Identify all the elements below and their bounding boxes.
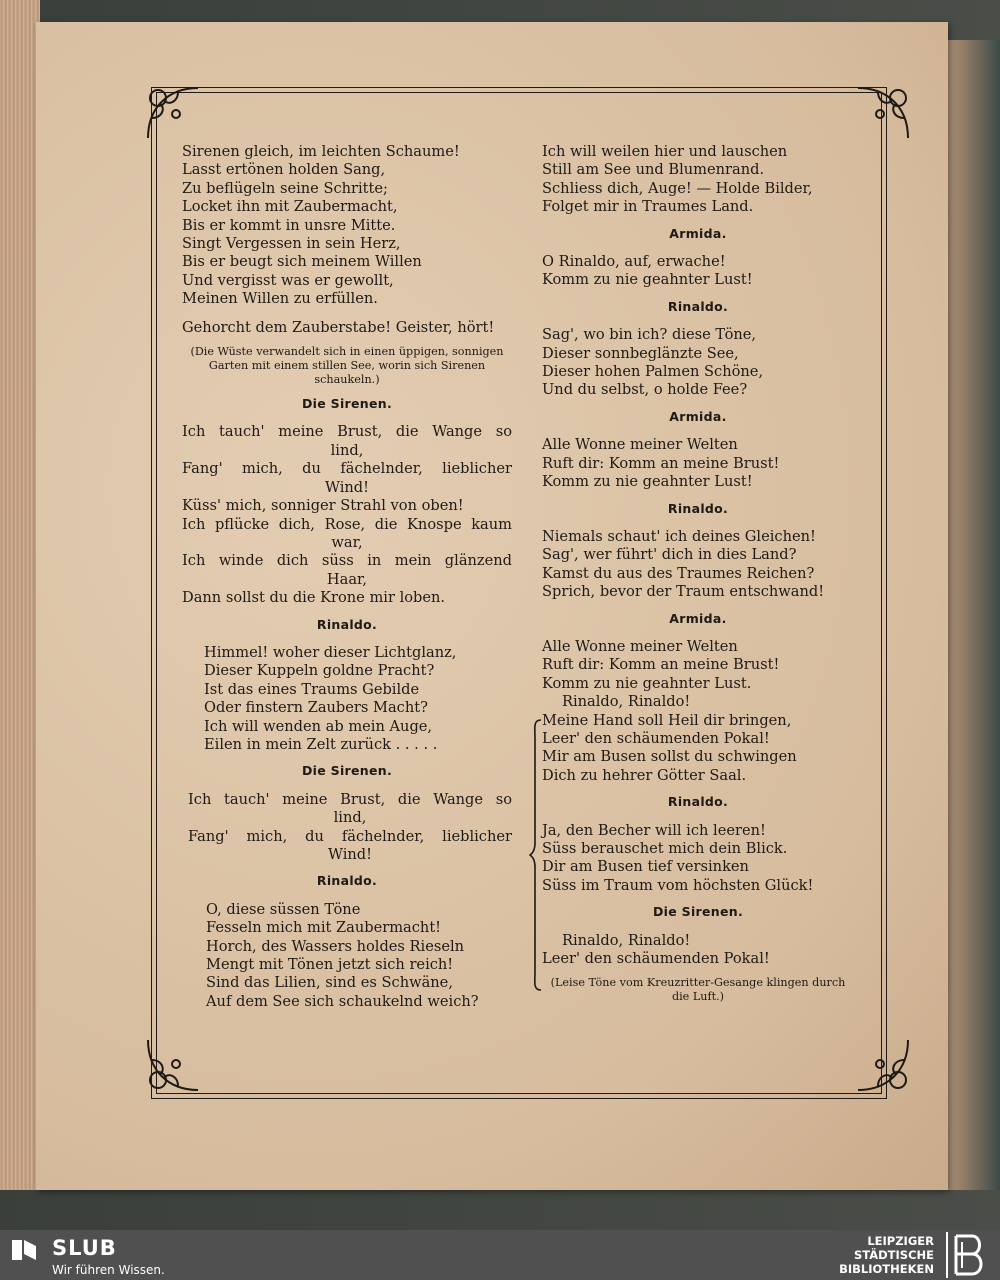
verse-line: Still am See und Blumenrand. [542, 161, 765, 179]
speaker-heading: Armida. [669, 610, 727, 626]
verse-line: Mengt mit Tönen jetzt sich reich! [206, 956, 454, 974]
verse-line: Schliess dich, Auge! — Holde Bilder, [542, 179, 813, 197]
verse-brace-icon [529, 718, 543, 992]
verse-line: Eilen in mein Zelt zurück . . . . . [204, 735, 438, 753]
speaker-heading: Die Sirenen. [301, 396, 393, 412]
footer-bar [0, 1230, 1000, 1280]
verse-line: O, diese süssen Töne [206, 900, 361, 918]
verse-line: Dann sollst du die Krone mir loben. [182, 589, 446, 607]
verse-line: Sag', wer führt' dich in dies Land? [542, 546, 797, 564]
speaker-heading: Die Sirenen. [301, 763, 393, 779]
command-line: Gehorcht dem Zauberstabe! Geister, hört! [182, 318, 495, 336]
verse-line: Fang' mich, du fächelnder, lieblicher [188, 827, 512, 845]
verse-line: Dieser hohen Palmen Schöne, [542, 363, 764, 381]
verse-line: Sprich, bevor der Traum entschwand! [542, 583, 825, 601]
verse-line: Fang' mich, du fächelnder, lieblicher [182, 460, 512, 478]
verse-line: Komm zu nie geahnter Lust! [542, 473, 753, 491]
verse-line: Und vergisst was er gewollt, [182, 271, 394, 289]
stage-direction: (Leise Töne vom Kreuzritter-Gesange klingen durch die Luft.) [550, 976, 846, 1004]
verse-line: Niemals schaut' ich deines Gleichen! [542, 527, 816, 545]
verse-line: Dich zu hehrer Götter Saal. [542, 766, 747, 784]
verse-line: Komm zu nie geahnter Lust. [542, 674, 752, 692]
partner-library-name[interactable] [839, 1234, 934, 1276]
verse-line: Leer' den schäumenden Pokal! [542, 729, 770, 747]
opening-verse [542, 143, 854, 217]
verse-line: Ich will wenden ab mein Auge, [204, 717, 433, 735]
verse-line: Zu beflügeln seine Schritte; [182, 179, 388, 197]
verse-line: Dir am Busen tief versinken [542, 858, 749, 876]
verse-line: Leer' den schäumenden Pokal! [542, 950, 770, 968]
verse-line: Ich winde dich süss in mein glänzend [182, 552, 512, 570]
verse-line: Meinen Willen zu erfüllen. [182, 290, 378, 308]
verse-line: Alle Wonne meiner Welten [542, 637, 738, 655]
verse-line: Dieser sonnbeglänzte See, [542, 344, 739, 362]
speaker-heading: Die Sirenen. [652, 904, 744, 920]
verse-line: Sind das Lilien, sind es Schwäne, [206, 974, 453, 992]
verse-line: Folget mir in Traumes Land. [542, 198, 754, 216]
verse-line: Und du selbst, o holde Fee? [542, 381, 748, 399]
slub-name[interactable]: SLUB [52, 1236, 117, 1260]
partner-line: STÄDTISCHE [853, 1248, 934, 1262]
verse-line: Ich tauch' meine Brust, die Wange so [182, 423, 512, 441]
partner-logo-icon[interactable] [946, 1232, 992, 1278]
verse-line: Ruft dir: Komm an meine Brust! [542, 656, 780, 674]
verse-line: Sag', wo bin ich? diese Töne, [542, 326, 757, 344]
verse-line: Locket ihn mit Zaubermacht, [182, 198, 398, 216]
verse-line: Ich tauch' meine Brust, die Wange so [188, 790, 512, 808]
verse-line: Komm zu nie geahnter Lust! [542, 271, 753, 289]
verse-line: Sirenen gleich, im leichten Schaume! [182, 143, 460, 160]
verse-line: Haar, [326, 570, 368, 588]
verse-line: Meine Hand soll Heil dir bringen, [542, 711, 792, 729]
book-binding-strip [942, 40, 1000, 1190]
left-column [182, 143, 512, 1011]
speaker-heading: Rinaldo. [316, 616, 378, 632]
speaker-heading: Armida. [669, 408, 727, 424]
speaker-heading: Rinaldo. [316, 873, 378, 889]
verse-line: Oder finstern Zaubers Macht? [204, 699, 428, 717]
verse-line: Alle Wonne meiner Welten [542, 436, 738, 454]
verse-line: Auf dem See sich schaukelnd weich? [206, 992, 479, 1010]
verse-line: Horch, des Wassers holdes Rieseln [206, 937, 465, 955]
verse-line: Wind! [324, 478, 370, 496]
verse-line: Ich will weilen hier und lauschen [542, 143, 788, 160]
verse-line: war, [331, 533, 363, 551]
verse-line: Dieser Kuppeln goldne Pracht? [204, 662, 435, 680]
verse-line: lind, [333, 809, 367, 827]
verse-line: Mir am Busen sollst du schwingen [542, 748, 797, 766]
verse-line: Ist das eines Traums Gebilde [204, 680, 420, 698]
verse-line: Himmel! woher dieser Lichtglanz, [204, 643, 457, 661]
book-page-edges [0, 0, 40, 1190]
verse-line: lind, [330, 441, 364, 459]
speaker-heading: Rinaldo. [667, 794, 729, 810]
slub-logo-icon[interactable] [10, 1238, 38, 1262]
verse-line: O Rinaldo, auf, erwache! [542, 253, 726, 271]
right-column [542, 143, 854, 1012]
ornament-top-right-icon [848, 78, 918, 148]
partner-line: LEIPZIGER [867, 1234, 934, 1248]
verse-line: Bis er kommt in unsre Mitte. [182, 216, 396, 234]
verse-line: Wind! [327, 846, 373, 863]
verse-line: Fesseln mich mit Zaubermacht! [206, 919, 442, 937]
ornament-top-left-icon [138, 78, 208, 148]
verse-line: Ruft dir: Komm an meine Brust! [542, 454, 780, 472]
verse-line: Rinaldo, Rinaldo! [562, 693, 691, 711]
verse-line: Küss' mich, sonniger Strahl von oben! [182, 497, 464, 515]
rinaldo-verse [182, 644, 512, 754]
verse-line: Singt Vergessen in sein Herz, [182, 235, 401, 253]
sirenen-verse [182, 423, 512, 607]
slub-tagline: Wir führen Wissen. [52, 1263, 165, 1277]
sirenen-verse [182, 791, 512, 865]
verse-line: Bis er beugt sich meinem Willen [182, 253, 422, 271]
partner-line: BIBLIOTHEKEN [839, 1262, 934, 1276]
verse-line: Kamst du aus des Traumes Reichen? [542, 564, 815, 582]
verse-line: Süss berauschet mich dein Blick. [542, 840, 788, 857]
speaker-heading: Rinaldo. [667, 500, 729, 516]
opening-verse [182, 143, 512, 309]
stage-direction: (Die Wüste verwandelt sich in einen üppigen, sonnigen Garten mit einem stillen See, worin sich Sirenen schaukeln.) [190, 345, 504, 387]
verse-line: Ja, den Becher will ich leeren! [542, 821, 766, 839]
speaker-heading: Armida. [669, 225, 727, 241]
verse-line: Lasst ertönen holden Sang, [182, 161, 386, 179]
verse-line: Süss im Traum vom höchsten Glück! [542, 876, 814, 894]
speaker-heading: Rinaldo. [667, 298, 729, 314]
ornament-bottom-right-icon [848, 1030, 918, 1100]
ornament-bottom-left-icon [138, 1030, 208, 1100]
rinaldo-verse [182, 901, 512, 1011]
verse-line: Rinaldo, Rinaldo! [562, 931, 691, 949]
verse-line: Ich pflücke dich, Rose, die Knospe kaum [182, 515, 512, 533]
